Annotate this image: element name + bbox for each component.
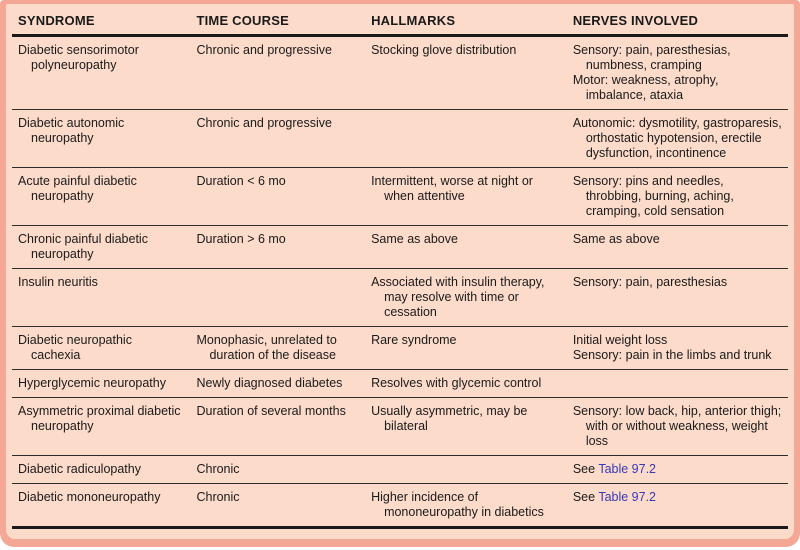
- hallmarks-cell: [365, 269, 567, 327]
- time-course-text: Duration < 6 mo: [196, 174, 286, 188]
- nerves-line: Initial weight loss: [572, 333, 668, 347]
- table-row: [12, 168, 788, 226]
- syndrome-text: Asymmetric proximal diabetic neuropathy: [18, 404, 181, 433]
- nerves-line: Autonomic: dysmotility, gastroparesis, orthostatic hypotension, erectile dysfunction, incontinence: [572, 116, 782, 160]
- table-row: [12, 36, 788, 110]
- syndrome-cell: [12, 269, 190, 327]
- syndrome-cell: [12, 327, 190, 370]
- hallmarks-text: Usually asymmetric, may be bilateral: [371, 404, 528, 433]
- time-course-text: Chronic and progressive: [196, 43, 332, 57]
- syndrome-cell: [12, 168, 190, 226]
- hallmarks-cell: [365, 456, 567, 484]
- nerves-cell: [567, 110, 788, 168]
- nerves-line: Sensory: low back, hip, anterior thigh; with or without weakness, weight loss: [572, 404, 782, 448]
- hallmarks-text: Associated with insulin therapy, may resolve with time or cessation: [371, 275, 545, 319]
- nerves-line: Sensory: pins and needles, throbbing, burning, aching, cramping, cold sensation: [572, 174, 734, 218]
- time-course-text: Newly diagnosed diabetes: [196, 376, 343, 390]
- nerves-cell: [567, 484, 788, 528]
- syndrome-cell: [12, 36, 190, 110]
- time-course-text: Chronic and progressive: [196, 116, 332, 130]
- time-course-cell: [190, 36, 365, 110]
- syndrome-text: Hyperglycemic neuropathy: [18, 376, 166, 390]
- hallmarks-text: Intermittent, worse at night or when attentive: [371, 174, 533, 203]
- nerves-line: Same as above: [572, 232, 660, 246]
- nerves-cell: [567, 370, 788, 398]
- nerves-cell: [567, 327, 788, 370]
- column-header-time-course: TIME COURSE: [190, 6, 365, 36]
- nerves-line: Sensory: pain, paresthesias, numbness, cramping: [572, 43, 731, 72]
- nerves-line: Sensory: pain, paresthesias: [572, 275, 728, 289]
- hallmarks-text: Resolves with glycemic control: [371, 376, 542, 390]
- time-course-text: Duration of several months: [196, 404, 346, 418]
- time-course-cell: [190, 168, 365, 226]
- diabetic-neuropathy-syndromes-table: [12, 6, 788, 529]
- time-course-text: Chronic: [196, 462, 240, 476]
- syndrome-text: Diabetic neuropathic cachexia: [18, 333, 132, 362]
- see-prefix-text: See: [572, 462, 599, 476]
- table-row: [12, 370, 788, 398]
- hallmarks-cell: [365, 484, 567, 528]
- column-header-nerves-involved: NERVES INVOLVED: [567, 6, 788, 36]
- nerves-line: Motor: weakness, atrophy, imbalance, ataxia: [572, 73, 719, 102]
- hallmarks-text: Higher incidence of mononeuropathy in diabetics: [371, 490, 544, 519]
- syndrome-text: Diabetic autonomic neuropathy: [18, 116, 125, 145]
- hallmarks-text: Stocking glove distribution: [371, 43, 517, 57]
- hallmarks-cell: [365, 110, 567, 168]
- syndrome-text: Diabetic sensorimotor polyneuropathy: [18, 43, 139, 72]
- time-course-cell: [190, 269, 365, 327]
- syndrome-cell: [12, 370, 190, 398]
- see-reference: [573, 490, 782, 505]
- hallmarks-text: Same as above: [371, 232, 458, 246]
- time-course-cell: [190, 484, 365, 528]
- column-header-syndrome: SYNDROME: [12, 6, 190, 36]
- time-course-cell: [190, 456, 365, 484]
- time-course-cell: [190, 327, 365, 370]
- time-course-cell: [190, 226, 365, 269]
- time-course-text: Chronic: [196, 490, 240, 504]
- nerves-cell: [567, 398, 788, 456]
- hallmarks-cell: [365, 370, 567, 398]
- syndrome-text: Diabetic radiculopathy: [18, 462, 141, 476]
- table-row: [12, 456, 788, 484]
- hallmarks-text: Rare syndrome: [371, 333, 457, 347]
- header-row: [12, 6, 788, 36]
- table-97-2-link[interactable]: Table 97.2: [598, 490, 656, 504]
- syndrome-text: Acute painful diabetic neuropathy: [18, 174, 137, 203]
- time-course-cell: [190, 110, 365, 168]
- syndrome-text: Diabetic mononeuropathy: [18, 490, 161, 504]
- time-course-cell: [190, 370, 365, 398]
- table-row: [12, 269, 788, 327]
- syndrome-cell: [12, 398, 190, 456]
- nerves-cell: [567, 168, 788, 226]
- time-course-text: Monophasic, unrelated to duration of the disease: [196, 333, 337, 362]
- see-reference: [573, 462, 782, 477]
- table-row: [12, 226, 788, 269]
- column-header-hallmarks: HALLMARKS: [365, 6, 567, 36]
- see-prefix-text: See: [572, 490, 599, 504]
- table-row: [12, 110, 788, 168]
- hallmarks-cell: [365, 168, 567, 226]
- hallmarks-cell: [365, 36, 567, 110]
- nerves-cell: [567, 269, 788, 327]
- table-panel: [6, 4, 794, 539]
- table-row: [12, 398, 788, 456]
- nerves-cell: [567, 226, 788, 269]
- table-row: [12, 327, 788, 370]
- hallmarks-cell: [365, 226, 567, 269]
- syndrome-cell: [12, 110, 190, 168]
- nerves-cell: [567, 456, 788, 484]
- nerves-line: Sensory: pain in the limbs and trunk: [572, 348, 772, 362]
- table-row: [12, 484, 788, 528]
- time-course-cell: [190, 398, 365, 456]
- hallmarks-cell: [365, 398, 567, 456]
- syndrome-cell: [12, 484, 190, 528]
- hallmarks-cell: [365, 327, 567, 370]
- syndrome-cell: [12, 226, 190, 269]
- time-course-text: Duration > 6 mo: [196, 232, 286, 246]
- syndrome-text: Chronic painful diabetic neuropathy: [18, 232, 148, 261]
- syndrome-cell: [12, 456, 190, 484]
- table-97-2-link[interactable]: Table 97.2: [598, 462, 656, 476]
- syndrome-text: Insulin neuritis: [18, 275, 98, 289]
- nerves-cell: [567, 36, 788, 110]
